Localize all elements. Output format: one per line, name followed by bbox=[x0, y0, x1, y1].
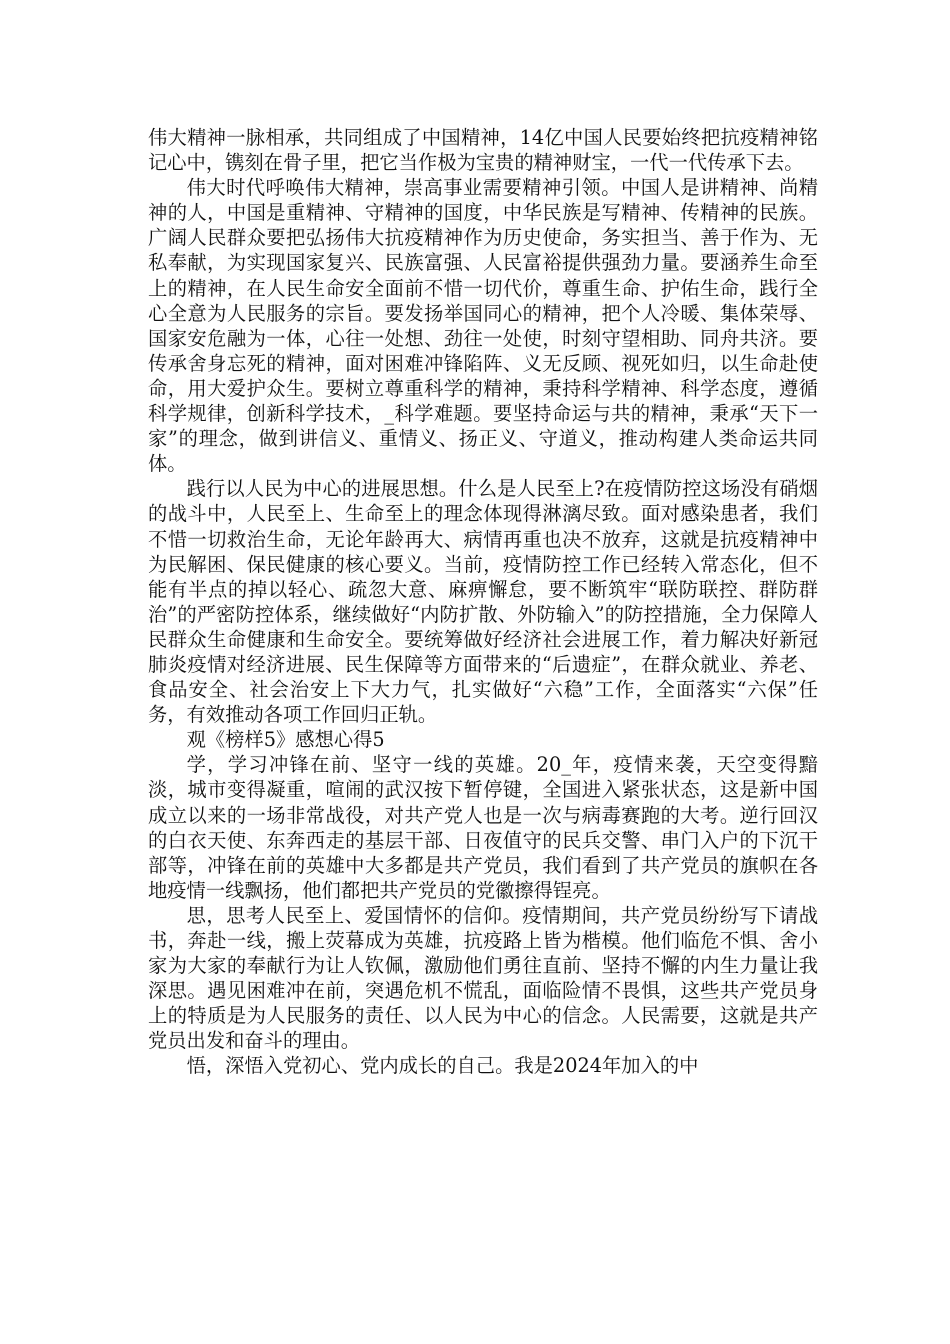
paragraph-5: 思，思考人民至上、爱国情怀的信仰。疫情期间，共产党员纷纷写下请战书，奔赴一线，搬上荧幕成为英雄，抗疫路上皆为楷模。他们临危不惧、舍小家为大家的奉献行为让人钦佩，激励他们勇往直前、坚持不懈的内生力量让我深思。遇见困难冲在前，突遇危机不慌乱，面临险情不畏惧，这些共产党员身上的特质是为人民服务的责任、以人民为中心的信念。人民需要，这就是共产党员出发和奋斗的理由。 bbox=[148, 903, 818, 1053]
paragraph-3: 践行以人民为中心的进展思想。什么是人民至上?在疫情防控这场没有硝烟的战斗中，人民至上、生命至上的理念体现得淋漓尽致。面对感染患者，我们不惜一切救治生命，无论年龄再大、病情再重也决不放弃，这就是抗疫精神中为民解困、保民健康的核心要义。当前，疫情防控工作已经转入常态化，但不能有半点的掉以轻心、疏忽大意、麻痹懈怠，要不断筑牢“联防联控、群防群治”的严密防控体系，继续做好“内防扩散、外防输入”的防控措施，全力保障人民群众生命健康和生命安全。要统筹做好经济社会进展工作，着力解决好新冠肺炎疫情对经济进展、民生保障等方面带来的“后遗症”，在群众就业、养老、食品安全、社会治安上下大力气，扎实做好“六稳”工作，全面落实“六保”任务，有效推动各项工作回归正轨。 bbox=[148, 477, 818, 727]
document-page bbox=[148, 125, 818, 1079]
paragraph-4: 学，学习冲锋在前、坚守一线的英雄。20_年，疫情来袭，天空变得黯淡，城市变得凝重，喧闹的武汉按下暂停键，全国进入紧张状态，这是新中国成立以来的一场非常战役，对共产党人也是一次与病毒赛跑的大考。逆行回汉的白衣天使、东奔西走的基层干部、日夜值守的民兵交警、串门入户的下沉干部等，冲锋在前的英雄中大多都是共产党员，我们看到了共产党员的旗帜在各地疫情一线飘扬，他们都把共产党员的党徽擦得锃亮。 bbox=[148, 753, 818, 902]
paragraph-1: 伟大精神一脉相承，共同组成了中国精神，14亿中国人民要始终把抗疫精神铭记心中，镌刻在骨子里，把它当作极为宝贵的精神财宝，一代一代传承下去。 bbox=[148, 126, 818, 175]
paragraph-6: 悟，深悟入党初心、党内成长的自己。我是2024年加入的中 bbox=[186, 1054, 699, 1078]
paragraph-2: 伟大时代呼唤伟大精神，崇高事业需要精神引领。中国人是讲精神、尚精神的人，中国是重精神、守精神的国度，中华民族是写精神、传精神的民族。广阔人民群众要把弘扬伟大抗疫精神作为历史使命，务实担当、善于作为、无私奉献，为实现国家复兴、民族富强、人民富裕提供强劲力量。要涵养生命至上的精神，在人民生命安全面前不惜一切代价，尊重生命、护佑生命，践行全心全意为人民服务的宗旨。要发扬举国同心的精神，把个人冷暖、集体荣辱、国家安危融为一体，心往一处想、劲往一处使，时刻守望相助、同舟共济。要传承舍身忘死的精神，面对困难冲锋陷阵、义无反顾、视死如归，以生命赴使命，用大爱护众生。要树立尊重科学的精神，秉持科学精神、科学态度，遵循科学规律，创新科学技术，_科学难题。要坚持命运与共的精神，秉承“天下一家”的理念，做到讲信义、重情义、扬正义、守道义，推动构建人类命运共同体。 bbox=[148, 176, 818, 476]
section-heading: 观《榜样5》感想心得5 bbox=[186, 728, 385, 752]
